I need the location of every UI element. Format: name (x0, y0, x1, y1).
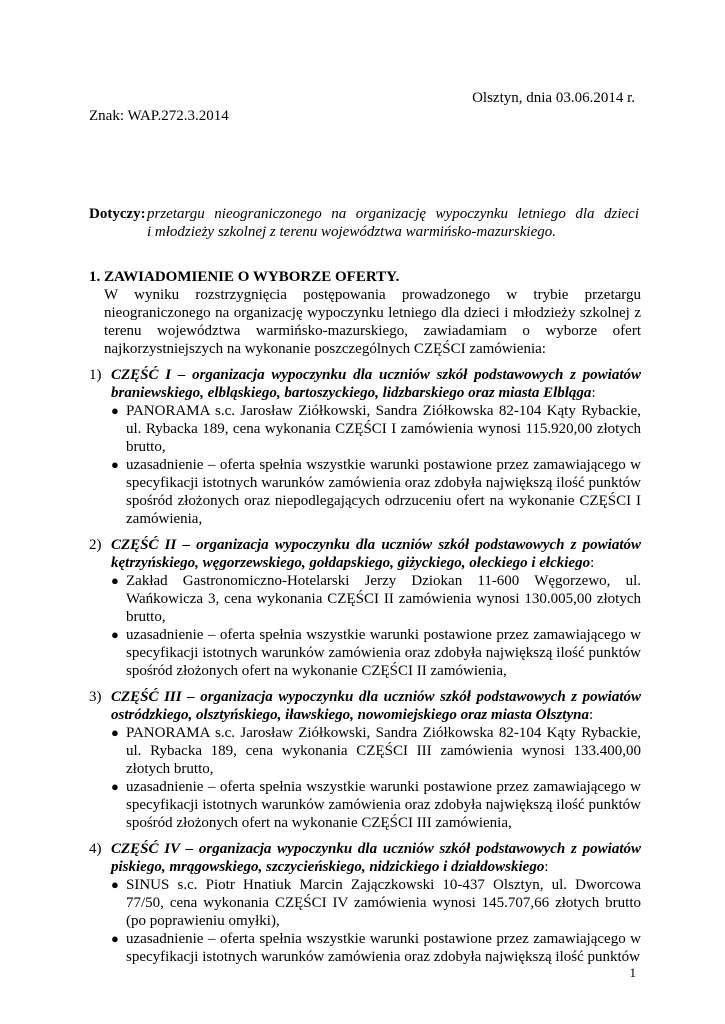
bullet-text: uzasadnienie – oferta spełnia wszystkie warunki postawione przez zamawiającego w specyfikacji istotnych warunków zamówienia oraz zdobyła największą ilość punktów (126, 931, 641, 965)
subject-text (147, 205, 639, 241)
bullet-icon: ● (111, 627, 119, 642)
part-number: 1) (89, 367, 102, 383)
bullet-item (111, 724, 641, 778)
section-number: 1. (89, 269, 101, 285)
document-date: Olsztyn, dnia 03.06.2014 r. (472, 90, 635, 106)
bullet-text: SINUS s.c. Piotr Hnatiuk Marcin Zajączkowski 10-437 Olsztyn, ul. Dworcowa 77/50, cena wykonania CZĘŚCI IV zamówienia wynosi 145.707,66 złotych brutto (po poprawieniu omyłki), (126, 877, 641, 929)
part-title (111, 688, 641, 724)
part-title-text: CZĘŚĆ II – organizacja wypoczynku dla uczniów szkół podstawowych z powiatów kętrzyńskiego, węgorzewskiego, gołdapskiego, giżyckiego, oleckiego i ełckiego (111, 537, 641, 571)
part-body (111, 688, 641, 832)
bullet-item (111, 572, 641, 626)
subject-line-1: przetargu nieograniczonego na organizację wypoczynku letniego dla dzieci (147, 206, 639, 222)
part-title-text: CZĘŚĆ IV – organizacja wypoczynku dla uczniów szkół podstawowych z powiatów piskiego, mrągowskiego, szczycieńskiego, nidzickiego i działdowskiego (111, 841, 641, 875)
part-title-colon: : (588, 707, 594, 723)
part-item (89, 840, 641, 966)
subject-label: Dotyczy: (89, 206, 146, 222)
part-body (111, 536, 641, 680)
bullet-item (111, 402, 641, 456)
bullet-item (111, 626, 641, 680)
part-item (89, 688, 641, 832)
part-number: 4) (89, 841, 102, 857)
part-body (111, 840, 641, 966)
part-bullets (111, 876, 641, 966)
part-title-colon: : (590, 555, 595, 571)
bullet-icon: ● (111, 779, 119, 794)
bullet-text: PANORAMA s.c. Jarosław Ziółkowski, Sandra Ziółkowska 82-104 Kąty Rybackie, ul. Rybacka 189, cena wykonania CZĘŚCI III zamówienia wynosi 133.400,00 złotych brutto, (126, 725, 641, 777)
part-title (111, 840, 641, 876)
bullet-text: PANORAMA s.c. Jarosław Ziółkowski, Sandra Ziółkowska 82-104 Kąty Rybackie, ul. Rybacka 189, cena wykonania CZĘŚCI I zamówienia wynosi 115.920,00 złotych brutto, (126, 403, 641, 455)
bullet-icon: ● (111, 931, 119, 946)
part-number: 3) (89, 689, 102, 705)
section-award-notice (89, 268, 641, 966)
part-item (89, 536, 641, 680)
part-number: 2) (89, 537, 102, 553)
part-body (111, 366, 641, 528)
bullet-icon: ● (111, 457, 119, 472)
part-bullets (111, 402, 641, 528)
part-title-colon: : (591, 385, 596, 401)
part-title-colon: : (544, 859, 549, 875)
part-bullets (111, 572, 641, 680)
part-title-text: CZĘŚĆ III – organizacja wypoczynku dla uczniów szkół podstawowych z powiatów ostródzkiego, olsztyńskiego, iławskiego, nowomiejskiego oraz miasta Olsztyna (111, 689, 641, 723)
part-bullets (111, 724, 641, 832)
section-heading (89, 268, 641, 286)
bullet-icon: ● (111, 403, 119, 418)
part-title (111, 366, 641, 402)
subject-block (89, 205, 639, 241)
bullet-icon: ● (111, 573, 119, 588)
part-title-text: CZĘŚĆ I – organizacja wypoczynku dla uczniów szkół podstawowych z powiatów braniewskiego, elbląskiego, bartoszyckiego, lidzbarskiego oraz miasta Elbląga (111, 367, 641, 401)
page-number: 1 (629, 965, 636, 980)
bullet-text: Zakład Gastronomiczno-Hotelarski Jerzy Dziokan 11-600 Węgorzewo, ul. Wańkowicza 3, cena wykonania CZĘŚCI II zamówienia wynosi 130.005,00 złotych brutto, (126, 573, 641, 625)
bullet-item (111, 456, 641, 528)
bullet-item (111, 876, 641, 930)
bullet-text: uzasadnienie – oferta spełnia wszystkie warunki postawione przez zamawiającego w specyfikacji istotnych warunków zamówienia oraz zdobyła największą ilość punktów spośród złożonych ofert na wykonanie CZĘŚCI II zamówienia, (126, 627, 641, 679)
part-title (111, 536, 641, 572)
bullet-icon: ● (111, 725, 119, 740)
bullet-item (111, 778, 641, 832)
parts-list (89, 366, 641, 966)
bullet-item (111, 930, 641, 966)
bullet-text: uzasadnienie – oferta spełnia wszystkie warunki postawione przez zamawiającego w specyfikacji istotnych warunków zamówienia oraz zdobyła największą ilość punktów spośród złożonych ofert na wykonanie CZĘŚCI III zamówienia, (126, 779, 641, 831)
section-intro: W wyniku rozstrzygnięcia postępowania prowadzonego w trybie przetargu nieograniczonego na organizację wypoczynku letniego dla dzieci i młodzieży szkolnej z terenu województwa warmińsko-mazurskiego, zawiadamiam o wyborze ofert najkorzystniejszych na wykonanie poszczególnych CZĘŚCI zamówienia: (104, 287, 641, 357)
bullet-text: uzasadnienie – oferta spełnia wszystkie warunki postawione przez zamawiającego w specyfikacji istotnych warunków zamówienia oraz zdobyła największą ilość punktów spośród złożonych oraz niepodlegających odrzuceniu ofert na wykonanie CZĘŚCI I zamówienia, (126, 457, 641, 527)
bullet-icon: ● (111, 877, 119, 892)
part-item (89, 366, 641, 528)
subject-line-2: i młodzieży szkolnej z terenu województwa warmińsko-mazurskiego. (147, 224, 557, 240)
section-title: ZAWIADOMIENIE O WYBORZE OFERTY. (104, 269, 400, 285)
reference-number: Znak: WAP.272.3.2014 (89, 108, 229, 124)
